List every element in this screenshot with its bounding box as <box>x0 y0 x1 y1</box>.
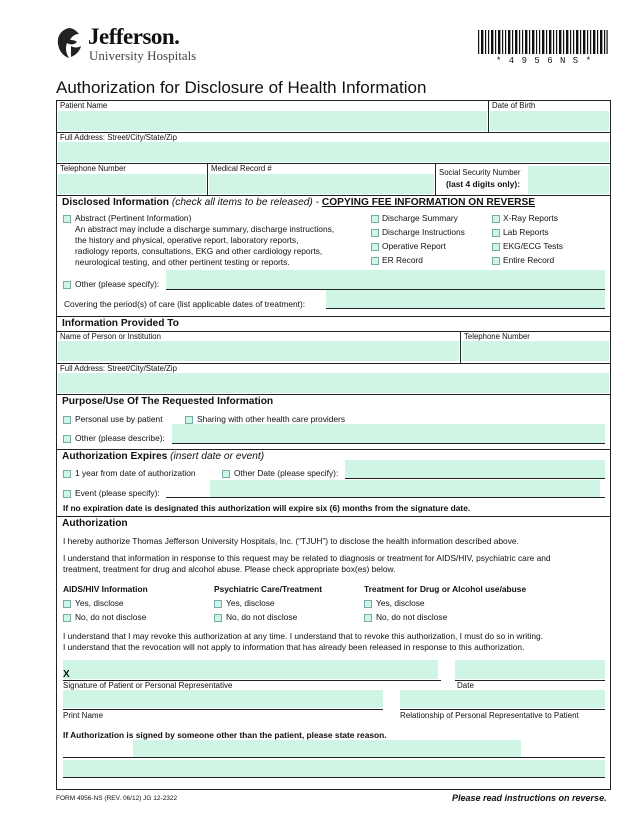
event-input[interactable] <box>210 480 600 497</box>
drug-no-checkbox[interactable] <box>364 614 372 622</box>
patient-address-input[interactable] <box>58 142 609 162</box>
logo-name: Jefferson. <box>88 24 180 49</box>
entire-record-checkbox[interactable] <box>492 257 500 265</box>
form-number: FORM 4956-NS (REV. 06/12) JG 12-2322 <box>56 795 178 802</box>
purpose-other-checkbox[interactable] <box>63 435 71 443</box>
lab-reports-label: Lab Reports <box>503 227 549 237</box>
drug-no-label: No, do not disclose <box>376 612 448 622</box>
authorization-paragraph-2a: I understand that information in response to this request may be related to diagnosis or treatment for AIDS/HIV, psychiatric care and <box>63 553 551 563</box>
drug-title: Treatment for Drug or Alcohol use/abuse <box>364 584 527 594</box>
abstract-desc-1: An abstract may include a discharge summary, discharge instructions, <box>75 224 335 234</box>
revoke-paragraph-2: I understand that the revocation will not apply to information that has already been released in response to this authorization. <box>63 642 525 652</box>
aids-no-label: No, do not disclose <box>75 612 147 622</box>
abstract-desc-3: radiology reports, consultations, EKG and other cardiology reports, <box>75 246 323 256</box>
one-year-label: 1 year from date of authorization <box>75 468 196 478</box>
period-input[interactable] <box>326 290 605 308</box>
mrn-label: Medical Record # <box>211 164 272 173</box>
xray-reports-label: X-Ray Reports <box>503 213 558 223</box>
aids-yes-label: Yes, disclose <box>75 598 124 608</box>
abstract-desc-4: neurological testing, and other pertinent testing or reports. <box>75 257 290 267</box>
revoke-paragraph-1: I understand that I may revoke this authorization at any time. I understand that to revoke this authorization, I must do so in writing. <box>63 631 543 641</box>
authorization-paragraph-1: I hereby authorize Thomas Jefferson University Hospitals, Inc. (“TJUH”) to disclose the health information described above. <box>63 536 519 546</box>
expires-heading: Authorization Expires (insert date or event) <box>62 451 265 462</box>
disclosed-heading-note: (check all items to be released) - <box>171 197 320 208</box>
page-title: Authorization for Disclosure of Health Information <box>56 78 427 97</box>
other-signer-label: If Authorization is signed by someone other than the patient, please state reason. <box>63 730 387 740</box>
personal-use-checkbox[interactable] <box>63 416 71 424</box>
print-name-input[interactable] <box>63 690 383 708</box>
reason-input-1[interactable] <box>133 740 521 757</box>
abstract-desc-2: the history and physical, operative report, laboratory reports, <box>75 235 299 245</box>
recipient-address-label: Full Address: Street/City/State/Zip <box>60 364 177 373</box>
patient-address-label: Full Address: Street/City/State/Zip <box>60 133 177 142</box>
other-info-label: Other (please specify): <box>75 279 160 289</box>
patient-phone-label: Telephone Number <box>60 164 126 173</box>
abstract-label: Abstract (Pertinent Information) <box>75 213 192 223</box>
expires-heading-note: (insert date or event) <box>170 451 265 462</box>
event-checkbox[interactable] <box>63 490 71 498</box>
psych-yes-checkbox[interactable] <box>214 600 222 608</box>
aids-hiv-title: AIDS/HIV Information <box>63 584 148 594</box>
sharing-label: Sharing with other health care providers <box>197 414 346 424</box>
recipient-address-input[interactable] <box>58 373 609 393</box>
psych-no-checkbox[interactable] <box>214 614 222 622</box>
discharge-instructions-checkbox[interactable] <box>371 229 379 237</box>
logo-subtitle: University Hospitals <box>89 48 197 63</box>
mrn-input[interactable] <box>209 174 434 194</box>
relationship-label: Relationship of Personal Representative to Patient <box>400 711 579 720</box>
patient-name-label: Patient Name <box>60 101 108 110</box>
footer-note: Please read instructions on reverse. <box>452 793 607 803</box>
recipient-name-label: Name of Person or Institution <box>60 332 161 341</box>
dob-input[interactable] <box>490 111 609 131</box>
logo <box>54 24 214 64</box>
dob-label: Date of Birth <box>492 101 536 110</box>
discharge-summary-checkbox[interactable] <box>371 215 379 223</box>
drug-yes-label: Yes, disclose <box>376 598 425 608</box>
event-label: Event (please specify): <box>75 488 160 498</box>
ssn-label: Social Security Number <box>439 168 521 177</box>
expires-note: If no expiration date is designated this authorization will expire six (6) months from the signature date. <box>63 503 471 513</box>
abstract-checkbox[interactable] <box>63 215 71 223</box>
copying-fee-link: COPYING FEE INFORMATION ON REVERSE <box>321 197 536 208</box>
recipient-name-input[interactable] <box>58 341 459 361</box>
ssn-input[interactable] <box>528 166 609 194</box>
er-record-label: ER Record <box>382 255 423 265</box>
psych-yes-label: Yes, disclose <box>226 598 275 608</box>
lab-reports-checkbox[interactable] <box>492 229 500 237</box>
signature-input[interactable] <box>63 660 438 679</box>
sharing-checkbox[interactable] <box>185 416 193 424</box>
provided-heading: Information Provided To <box>62 318 179 329</box>
purpose-other-input[interactable] <box>172 424 605 443</box>
ssn-note: (last 4 digits only): <box>446 179 520 189</box>
personal-use-label: Personal use by patient <box>75 414 163 424</box>
signature-x-mark: X <box>63 669 70 680</box>
aids-yes-checkbox[interactable] <box>63 600 71 608</box>
other-date-input[interactable] <box>345 460 605 478</box>
disclosed-heading: Disclosed Information (check all items to be released) - COPYING FEE INFORMATION ON REVERSE <box>62 197 536 208</box>
discharge-summary-label: Discharge Summary <box>382 213 458 223</box>
recipient-phone-label: Telephone Number <box>464 332 530 341</box>
purpose-other-label: Other (please describe): <box>75 433 165 443</box>
psych-title: Psychiatric Care/Treatment <box>214 584 322 594</box>
operative-report-label: Operative Report <box>382 241 446 251</box>
authorization-heading: Authorization <box>62 518 128 529</box>
aids-no-checkbox[interactable] <box>63 614 71 622</box>
psych-no-label: No, do not disclose <box>226 612 298 622</box>
reason-input-2[interactable] <box>63 760 605 777</box>
date-label: Date <box>457 681 474 690</box>
purpose-heading: Purpose/Use Of The Requested Information <box>62 396 274 407</box>
date-input[interactable] <box>455 660 605 679</box>
discharge-instructions-label: Discharge Instructions <box>382 227 465 237</box>
er-record-checkbox[interactable] <box>371 257 379 265</box>
patient-phone-input[interactable] <box>58 174 206 194</box>
patient-name-input[interactable] <box>58 111 487 131</box>
barcode-text: * 4 9 5 6 N S * <box>495 56 592 66</box>
recipient-phone-input[interactable] <box>462 341 609 361</box>
jefferson-emblem-icon <box>54 26 84 60</box>
other-info-checkbox[interactable] <box>63 281 71 289</box>
print-name-label: Print Name <box>63 711 104 720</box>
period-label: Covering the period(s) of care (list applicable dates of treatment): <box>64 299 306 309</box>
one-year-checkbox[interactable] <box>63 470 71 478</box>
other-date-label: Other Date (please specify): <box>234 468 339 478</box>
operative-report-checkbox[interactable] <box>371 243 379 251</box>
entire-record-label: Entire Record <box>503 255 555 265</box>
other-info-input[interactable] <box>166 270 605 289</box>
ekg-tests-label: EKG/ECG Tests <box>503 241 563 251</box>
relationship-input[interactable] <box>400 690 605 708</box>
barcode <box>478 30 608 54</box>
authorization-paragraph-2b: treatment, treatment for drug and alcohol abuse. Please check appropriate box(es) below. <box>63 564 396 574</box>
xray-reports-checkbox[interactable] <box>492 215 500 223</box>
drug-yes-checkbox[interactable] <box>364 600 372 608</box>
other-date-checkbox[interactable] <box>222 470 230 478</box>
ekg-tests-checkbox[interactable] <box>492 243 500 251</box>
signature-label: Signature of Patient or Personal Representative <box>63 681 233 690</box>
